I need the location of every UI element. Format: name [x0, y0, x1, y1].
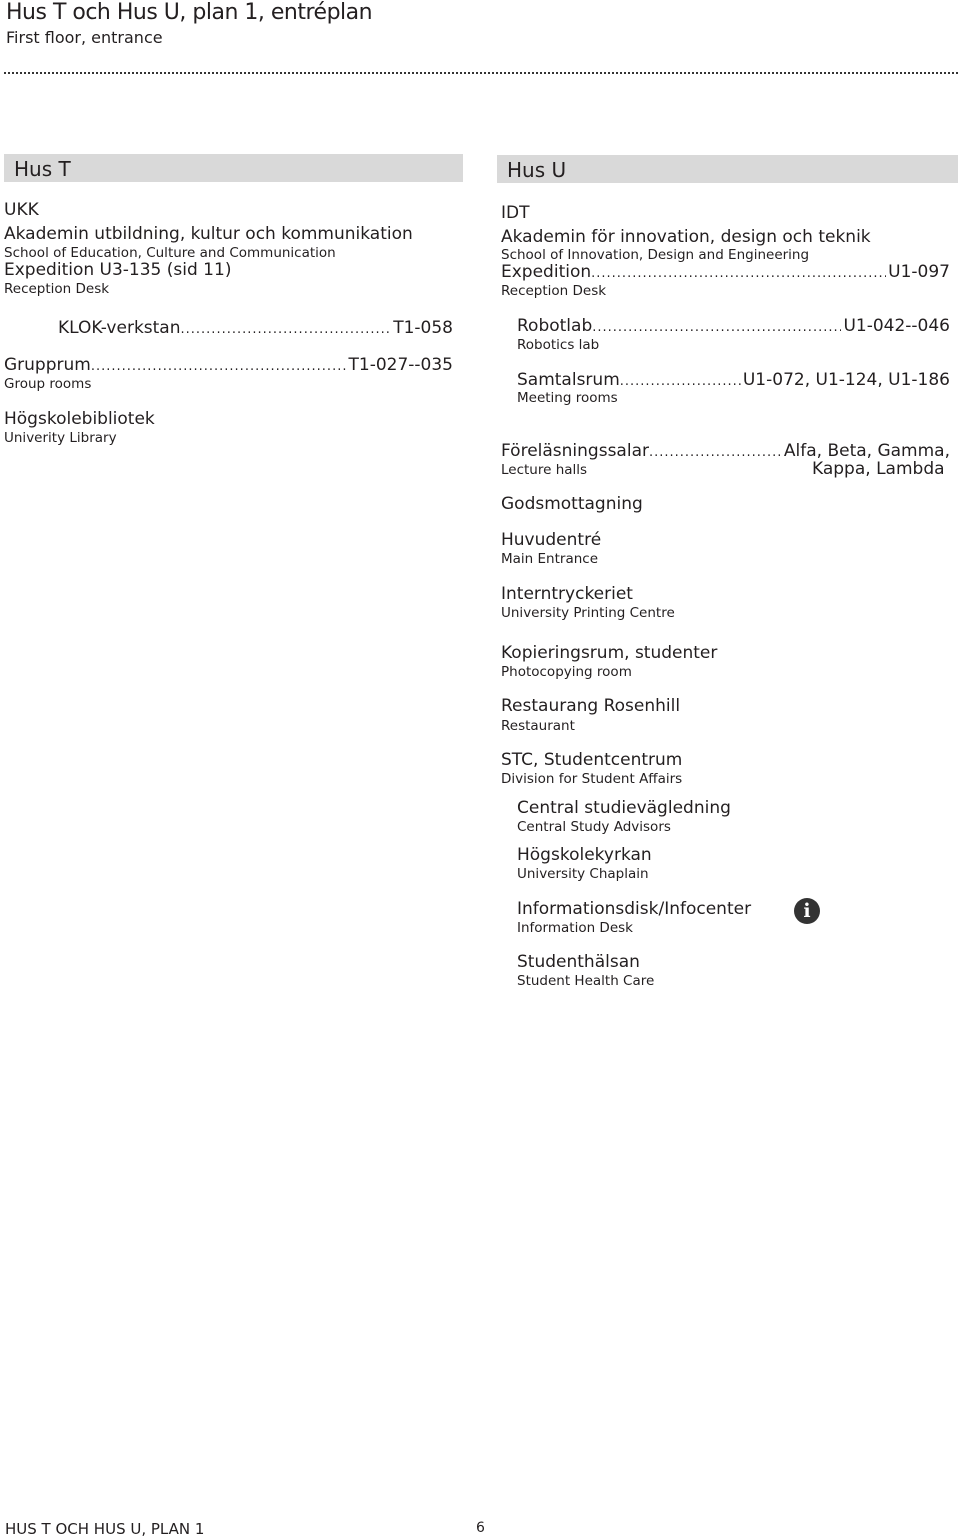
restaurang-en: Restaurant — [501, 718, 575, 734]
grupprum-room: T1-027--035 — [348, 355, 453, 375]
dotted-divider — [4, 72, 958, 74]
grupprum-row — [4, 355, 453, 375]
ukk-expedition: Expedition U3-135 (sid 11) — [4, 260, 232, 280]
ukk-school: School of Education, Culture and Communication — [4, 245, 336, 261]
robotlab-room: U1-042--046 — [843, 316, 950, 336]
expedition-row — [501, 262, 950, 282]
forelasningssalar-label: Föreläsningssalar — [501, 441, 649, 461]
grupprum-en: Group rooms — [4, 376, 92, 392]
expedition-room: U1-097 — [888, 262, 950, 282]
kopieringsrum-en: Photocopying room — [501, 664, 632, 680]
kopieringsrum-label: Kopieringsrum, studenter — [501, 643, 718, 663]
page-subtitle: First floor, entrance — [6, 28, 163, 47]
forelasningssalar-en: Lecture halls — [501, 462, 588, 478]
studenthalsan-en: Student Health Care — [517, 973, 655, 989]
hus-u-header: Hus U — [497, 155, 958, 183]
informationsdisk-label: Informationsdisk/Infocenter — [517, 899, 752, 919]
idt-academy: Akademin för innovation, design och teknik — [501, 227, 871, 247]
leader-dots — [592, 320, 841, 335]
leader-dots — [181, 322, 392, 337]
ukk-reception: Reception Desk — [4, 281, 110, 297]
leader-dots — [649, 445, 782, 460]
idt-reception: Reception Desk — [501, 283, 607, 299]
klok-room: T1-058 — [393, 318, 453, 338]
info-icon: i — [794, 898, 820, 924]
studievagledning-label: Central studievägledning — [517, 798, 731, 818]
footer-label: HUS T OCH HUS U, PLAN 1 — [5, 1520, 205, 1538]
leader-dots — [591, 266, 886, 281]
idt-school: School of Innovation, Design and Engineering — [501, 247, 810, 263]
leader-dots — [91, 359, 347, 374]
restaurang-label: Restaurang Rosenhill — [501, 696, 681, 716]
robotlab-label: Robotlab — [517, 316, 593, 336]
klok-verkstan-row — [58, 318, 453, 338]
samtalsrum-en: Meeting rooms — [517, 390, 618, 406]
interntryckeriet-label: Interntryckeriet — [501, 584, 633, 604]
bibliotek-en: Univerity Library — [4, 430, 117, 446]
stc-en: Division for Student Affairs — [501, 771, 683, 787]
hogskolekyrkan-label: Högskolekyrkan — [517, 845, 652, 865]
hogskolekyrkan-en: University Chaplain — [517, 866, 649, 882]
samtalsrum-row — [517, 370, 950, 390]
robotlab-row — [517, 316, 950, 336]
studenthalsan-label: Studenthälsan — [517, 952, 640, 972]
huvudentre-en: Main Entrance — [501, 551, 599, 567]
samtalsrum-label: Samtalsrum — [517, 370, 620, 390]
samtalsrum-room: U1-072, U1-124, U1-186 — [742, 370, 950, 390]
ukk-academy: Akademin utbildning, kultur och kommunikation — [4, 224, 413, 244]
grupprum-label: Grupprum — [4, 355, 91, 375]
godsmottagning-label: Godsmottagning — [501, 494, 643, 514]
forelasningssalar-rooms-cont: Kappa, Lambda — [812, 459, 945, 479]
studievagledning-en: Central Study Advisors — [517, 819, 671, 835]
informationsdisk-en: Information Desk — [517, 920, 633, 936]
idt-label: IDT — [501, 203, 530, 223]
interntryckeriet-en: University Printing Centre — [501, 605, 675, 621]
stc-label: STC, Studentcentrum — [501, 750, 683, 770]
robotlab-en: Robotics lab — [517, 337, 600, 353]
forelasningssalar-rooms: Alfa, Beta, Gamma, — [783, 441, 950, 461]
expedition-label: Expedition — [501, 262, 592, 282]
huvudentre-label: Huvudentré — [501, 530, 602, 550]
ukk-label: UKK — [4, 200, 39, 220]
bibliotek-label: Högskolebibliotek — [4, 409, 155, 429]
page-title: Hus T och Hus U, plan 1, entréplan — [6, 0, 373, 25]
hus-t-header: Hus T — [4, 154, 463, 182]
page-number: 6 — [476, 1520, 485, 1536]
leader-dots — [620, 374, 741, 389]
forelasningssalar-row — [501, 441, 950, 461]
klok-label: KLOK-verkstan — [58, 318, 181, 338]
